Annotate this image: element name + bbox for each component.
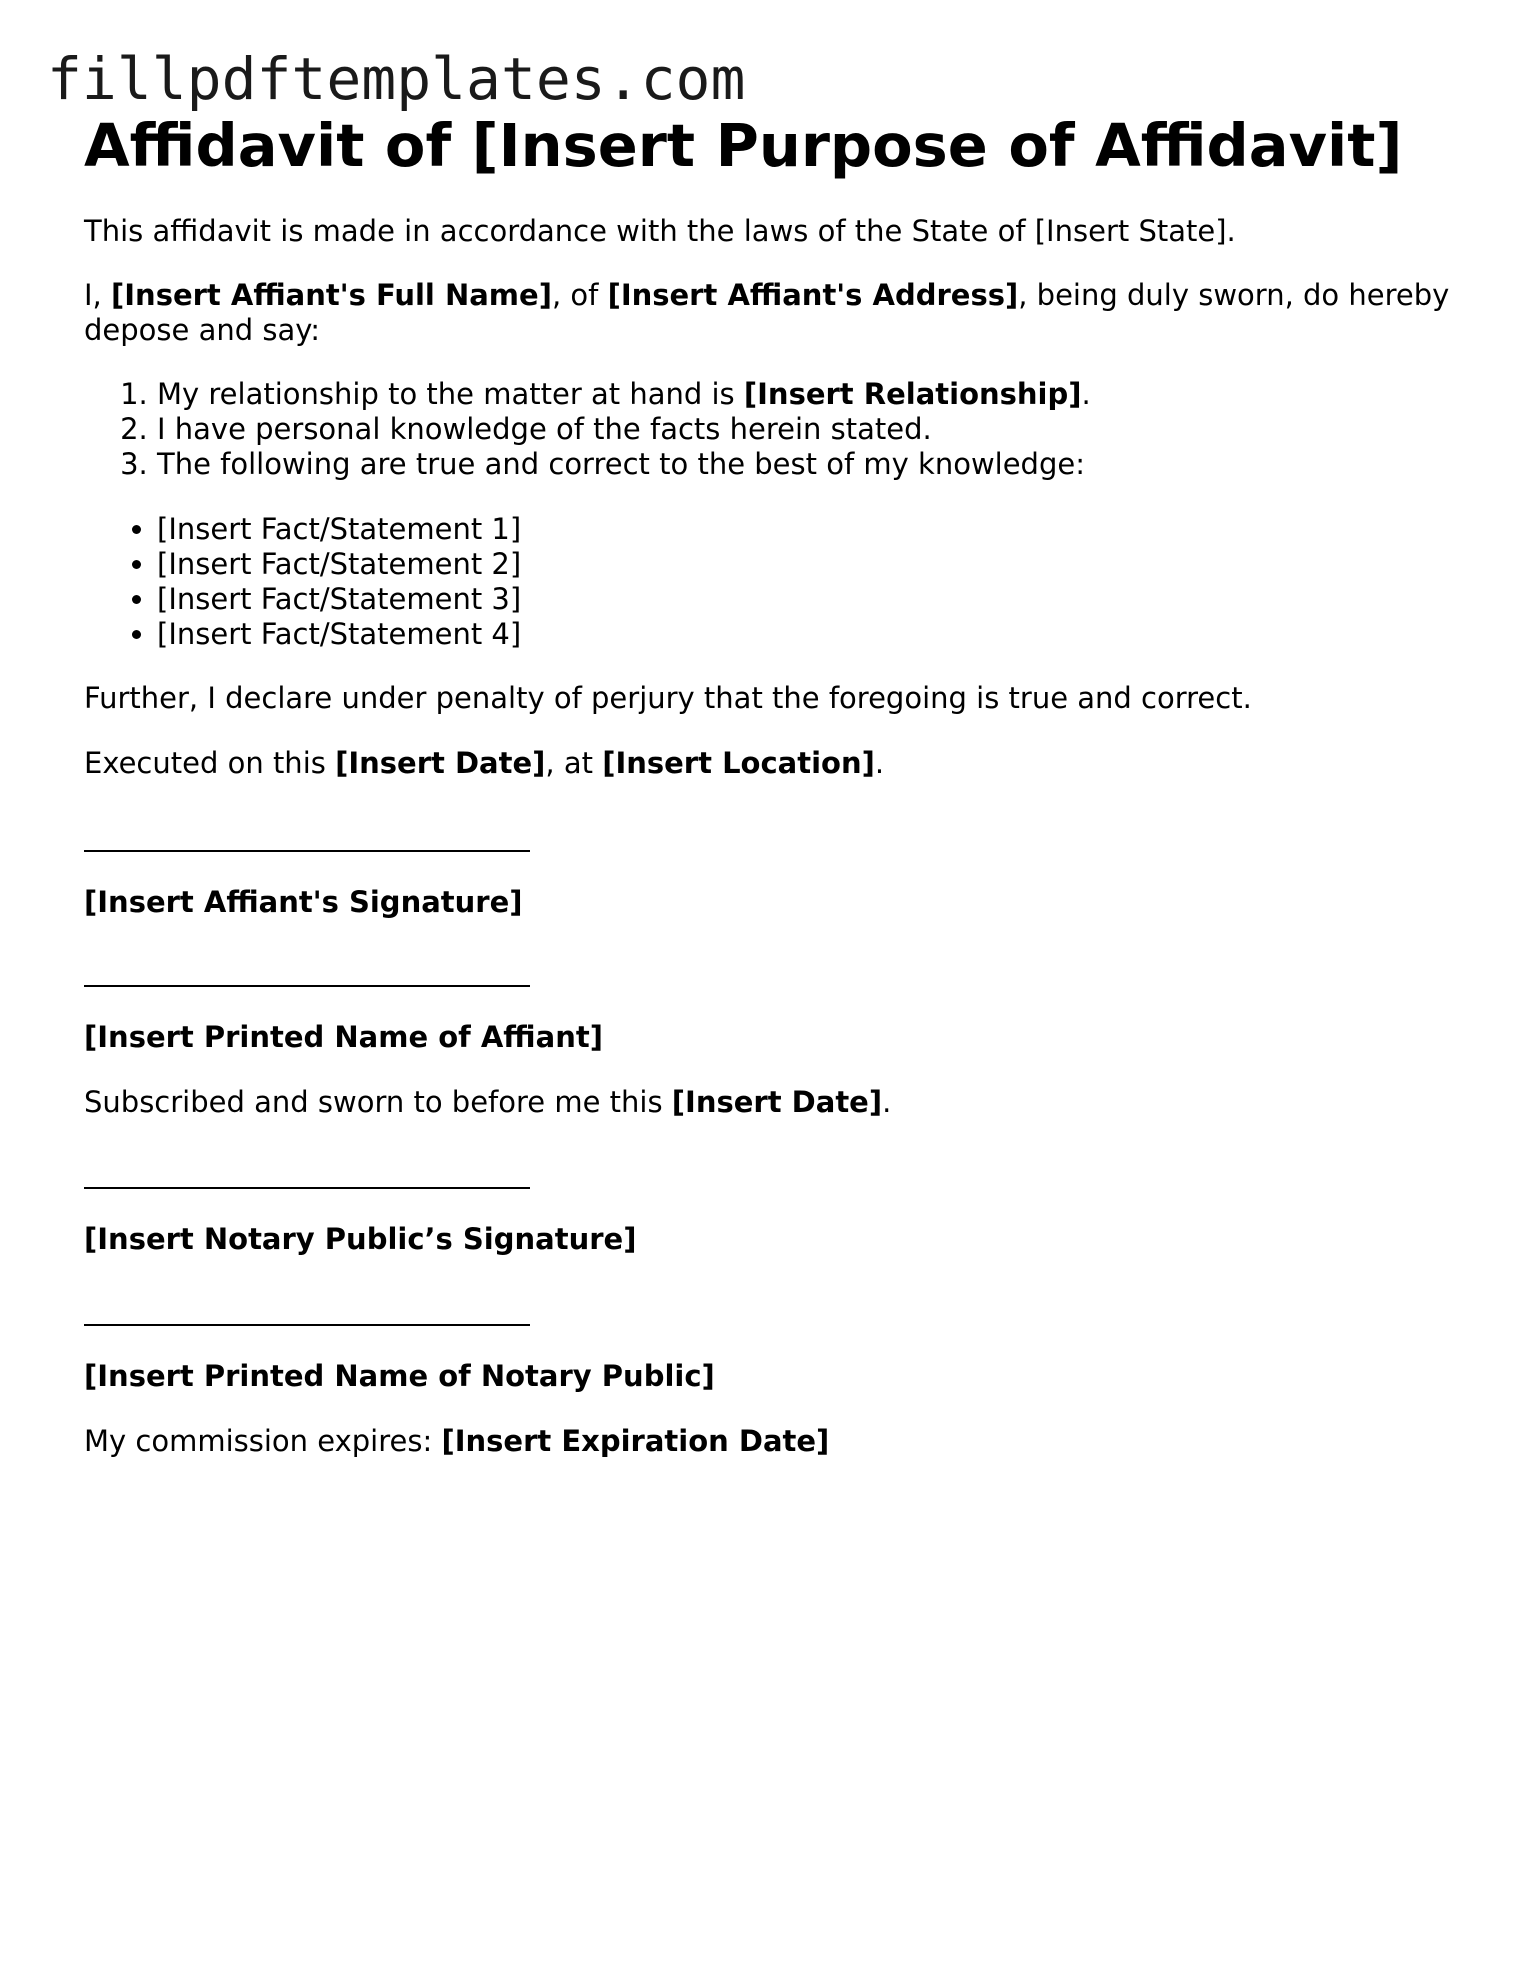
declaration-paragraph: Further, I declare under penalty of perjury that the foregoing is true and correct.: [84, 681, 1252, 715]
numbered-item-after: .: [1081, 377, 1091, 411]
fact-item: • [Insert Fact/Statement 4]: [157, 617, 1464, 652]
numbered-item-text: The following are true and correct to the best of my knowledge:: [157, 447, 1085, 481]
document-title: Affidavit of [Insert Purpose of Affidavit]: [84, 111, 1403, 180]
executed-date-placeholder: [Insert Date]: [335, 746, 546, 780]
affiant-printed-name-line: [84, 984, 530, 987]
subscribed-date-placeholder: [Insert Date]: [671, 1085, 883, 1119]
numbered-item: [157, 412, 1464, 447]
intro-paragraph: This affidavit is made in accordance with the laws of the State of [Insert State].: [84, 214, 1236, 248]
executed-paragraph: [84, 746, 1464, 781]
site-watermark: fillpdftemplates.com: [47, 45, 746, 113]
fact-item: • [Insert Fact/Statement 3]: [157, 582, 1464, 617]
executed-middle: , at: [545, 746, 603, 780]
executed-prefix: Executed on this: [84, 746, 336, 780]
subscribed-prefix: Subscribed and sworn to before me this: [84, 1085, 672, 1119]
affiant-suffix: , being duly sworn, do hereby depose and say:: [84, 278, 1450, 347]
numbered-item-text: I have personal knowledge of the facts herein stated.: [157, 412, 932, 446]
affiant-prefix: I,: [84, 278, 111, 312]
executed-location-placeholder: [Insert Location]: [602, 746, 875, 780]
affidavit-document: [84, 106, 1464, 1459]
subscribed-paragraph: [84, 1085, 1464, 1120]
affiant-signature-line: [84, 849, 530, 852]
notary-signature-label: [Insert Notary Public’s Signature]: [84, 1222, 637, 1256]
commission-paragraph: [84, 1424, 1464, 1459]
notary-signature-line: [84, 1186, 530, 1189]
facts-list: [84, 512, 1464, 652]
affiant-name-placeholder: [Insert Affiant's Full Name]: [111, 278, 552, 312]
numbered-item: [157, 377, 1464, 412]
commission-date-placeholder: [Insert Expiration Date]: [441, 1424, 830, 1458]
subscribed-suffix: .: [882, 1085, 892, 1119]
affiant-address-placeholder: [Insert Affiant's Address]: [607, 278, 1019, 312]
affiant-signature-label: [Insert Affiant's Signature]: [84, 885, 523, 919]
relationship-placeholder: [Insert Relationship]: [743, 377, 1082, 411]
numbered-statements: [84, 377, 1464, 482]
numbered-item: [157, 447, 1464, 482]
notary-printed-name-label: [Insert Printed Name of Notary Public]: [84, 1359, 715, 1393]
commission-prefix: My commission expires:: [84, 1424, 442, 1458]
affiant-paragraph: [84, 278, 1464, 348]
affiant-middle: , of: [551, 278, 608, 312]
notary-printed-name-line: [84, 1323, 530, 1326]
executed-suffix: .: [874, 746, 885, 780]
fact-item: • [Insert Fact/Statement 2]: [157, 547, 1464, 582]
affiant-printed-name-label: [Insert Printed Name of Affiant]: [84, 1020, 603, 1054]
numbered-item-text: My relationship to the matter at hand is: [157, 377, 744, 411]
fact-item: • [Insert Fact/Statement 1]: [157, 512, 1464, 547]
